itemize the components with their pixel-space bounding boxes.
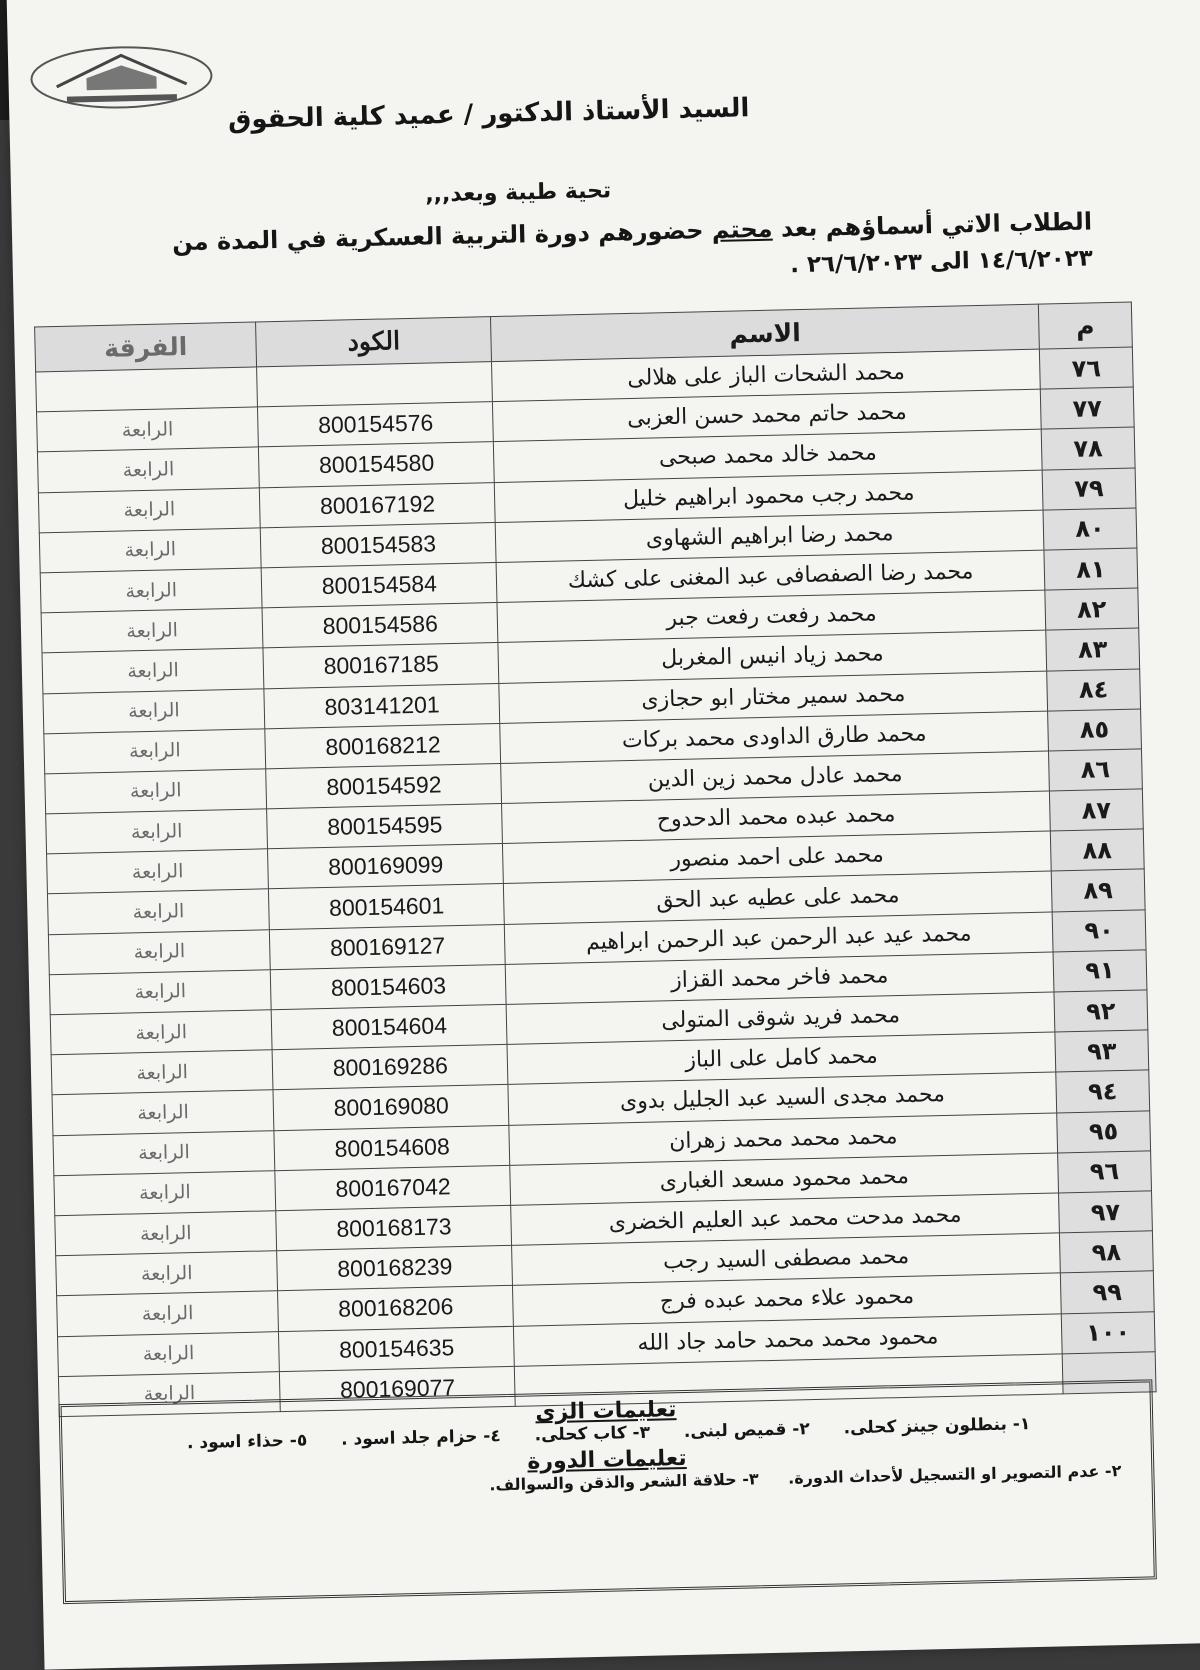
student-level: الرابعة — [47, 849, 269, 894]
header-name: الاسم — [491, 304, 1039, 361]
row-number: ٩٦ — [1058, 1151, 1152, 1193]
dress-item: ٣- كاب كحلى. — [534, 1422, 651, 1446]
row-number: ٩٣ — [1055, 1030, 1149, 1072]
dress-item: ٢- قميص لبنى. — [683, 1419, 810, 1442]
student-level: الرابعة — [58, 1331, 280, 1376]
student-name: محمد محمود مسعد الغبارى — [510, 1153, 1058, 1206]
student-code: 800154576 — [258, 402, 494, 448]
row-number: ٨٧ — [1049, 789, 1143, 831]
student-level: الرابعة — [37, 447, 259, 492]
student-name: محمد حاتم محمد حسن العزبى — [493, 389, 1041, 442]
student-name: محمد محمد محمد زهران — [509, 1113, 1057, 1166]
student-level: الرابعة — [42, 648, 264, 693]
student-name: محمد رفعت رفعت جبر — [497, 590, 1045, 643]
dress-item: ٥- حذاء اسود . — [186, 1430, 308, 1454]
student-level: الرابعة — [49, 970, 271, 1015]
student-code: 800154608 — [274, 1125, 510, 1171]
table-body — [36, 347, 1156, 1416]
intro-underlined: محتم — [711, 214, 773, 245]
student-name: محمد زياد انيس المغربل — [498, 630, 1046, 683]
student-code: 800154603 — [270, 964, 506, 1010]
student-code: 800154604 — [271, 1004, 507, 1050]
student-name: محمد كامل على الباز — [507, 1032, 1055, 1085]
course-instructions-title: تعليمات الدورة — [527, 1445, 687, 1475]
student-code: 800167192 — [260, 482, 496, 528]
student-name: محمد عادل محمد زين الدين — [501, 751, 1049, 804]
student-level: الرابعة — [56, 1251, 278, 1296]
student-level: الرابعة — [44, 729, 266, 774]
document-page — [6, 0, 1200, 1670]
row-number: ١٠٠ — [1061, 1311, 1155, 1353]
student-name: محمد سمير مختار ابو حجازى — [499, 671, 1047, 724]
student-code: 800168206 — [278, 1286, 514, 1332]
row-number: ٧٧ — [1040, 387, 1134, 429]
student-name: محمد خالد محمد صبحى — [494, 430, 1042, 483]
student-name: محمد رجب محمود ابراهيم خليل — [495, 470, 1043, 523]
row-number: ٩٩ — [1060, 1271, 1154, 1313]
student-name: محمد فريد شوقى المتولى — [507, 992, 1055, 1045]
student-code: 800169286 — [272, 1045, 508, 1091]
faculty-logo — [26, 35, 218, 119]
row-number: ٨٥ — [1047, 709, 1141, 751]
intro-end: حضورهم دورة التربية العسكرية في المدة من — [171, 216, 713, 257]
student-name: محمود محمد محمد حامد جاد الله — [514, 1313, 1062, 1366]
row-number: ٩٥ — [1057, 1110, 1151, 1152]
row-number: ٨٩ — [1051, 869, 1145, 911]
addressee: السيد الأستاذ الدكتور / عميد كلية الحقوق — [227, 93, 750, 135]
row-number: ٩٠ — [1052, 910, 1146, 952]
row-number: ٧٦ — [1039, 347, 1133, 389]
student-level: الرابعة — [40, 568, 262, 613]
header-no: م — [1038, 302, 1132, 349]
row-number: ٨٤ — [1047, 668, 1141, 710]
student-code: 800168239 — [277, 1245, 513, 1291]
students-table — [34, 302, 1156, 1418]
student-code: 800168173 — [276, 1205, 512, 1251]
dress-item: ١- بنطلون جينز كحلى. — [843, 1414, 1031, 1439]
row-number: ٨٢ — [1045, 588, 1139, 630]
student-name: محمد رضا الصفصافى عبد المغنى على كشك — [497, 550, 1045, 603]
row-number: ٩٧ — [1058, 1191, 1152, 1233]
student-code: 803141201 — [264, 683, 500, 729]
student-level: الرابعة — [55, 1211, 277, 1256]
instructions-box — [59, 1379, 1157, 1604]
student-code: 800154583 — [260, 522, 496, 568]
row-number: ٧٩ — [1042, 468, 1136, 510]
dress-instructions-title: تعليمات الزى — [535, 1397, 677, 1426]
row-number: ٨٠ — [1043, 508, 1137, 550]
student-code: 800169080 — [273, 1085, 509, 1131]
student-name: محمد على عطيه عبد الحق — [504, 871, 1052, 924]
student-level: الرابعة — [43, 688, 265, 733]
student-level: الرابعة — [41, 608, 263, 653]
header-code: الكود — [256, 317, 492, 367]
student-code: 800169127 — [270, 924, 506, 970]
intro-start: الطلاب الاتي أسماؤهم بعد — [772, 207, 1093, 243]
row-number: ٨١ — [1044, 548, 1138, 590]
student-name: محمد مجدى السيد عبد الجليل بدوى — [508, 1072, 1056, 1125]
student-level: الرابعة — [53, 1130, 275, 1175]
student-name: محمد فاخر محمد القزاز — [506, 952, 1054, 1005]
row-number: ٨٦ — [1048, 749, 1142, 791]
course-item: ٢- عدم التصوير او التسجيل لأحداث الدورة. — [787, 1461, 1122, 1488]
student-name: محمد طارق الداودى محمد بركات — [500, 711, 1048, 764]
student-code: 800167042 — [275, 1165, 511, 1211]
dress-item: ٤- حزام جلد اسود . — [340, 1426, 501, 1450]
student-level: الرابعة — [57, 1291, 279, 1336]
row-number: ٩٨ — [1059, 1231, 1153, 1273]
student-name: محمد عبده محمد الدحدوح — [502, 791, 1050, 844]
student-level: الرابعة — [54, 1170, 276, 1215]
row-number: ٩١ — [1053, 950, 1147, 992]
student-code: 800154586 — [262, 603, 498, 649]
student-name: محمد عيد عبد الرحمن عبد الرحمن ابراهيم — [505, 912, 1053, 965]
student-level — [36, 367, 258, 412]
period-line: ١٤/٦/٢٠٢٣ الى ٢٦/٦/٢٠٢٣ . — [789, 245, 1094, 279]
student-code: 800154584 — [261, 562, 497, 608]
student-name: محمد الشحات الباز على هلالى — [492, 349, 1040, 402]
student-name: محمد على احمد منصور — [503, 831, 1051, 884]
student-level: الرابعة — [38, 487, 260, 532]
row-number: ٨٣ — [1046, 628, 1140, 670]
student-code: 800154635 — [279, 1326, 515, 1372]
student-code: 800154601 — [269, 884, 505, 930]
row-number: ٩٤ — [1056, 1070, 1150, 1112]
student-name: محمد مدحت محمد عبد العليم الخضرى — [511, 1193, 1059, 1246]
student-code: 800154592 — [266, 763, 502, 809]
student-code: 800154580 — [259, 442, 495, 488]
student-code: 800169077 — [280, 1366, 516, 1412]
greeting: تحية طيبة وبعد,,, — [425, 178, 612, 208]
student-level: الرابعة — [37, 407, 259, 452]
student-level: الرابعة — [50, 1010, 272, 1055]
student-name: محمود علاء محمد عبده فرج — [513, 1273, 1061, 1326]
student-level: الرابعة — [52, 1090, 274, 1135]
student-code: 800154595 — [267, 804, 503, 850]
student-level: الرابعة — [51, 1050, 273, 1095]
student-code: 800167185 — [263, 643, 499, 689]
row-number: ٧٨ — [1041, 427, 1135, 469]
row-number: ٨٨ — [1050, 829, 1144, 871]
student-name: محمد رضا ابراهيم الشهاوى — [496, 510, 1044, 563]
student-level: الرابعة — [45, 769, 267, 814]
row-number: ٩٢ — [1054, 990, 1148, 1032]
student-level: الرابعة — [48, 929, 270, 974]
student-code: 800169099 — [268, 844, 504, 890]
student-level: الرابعة — [39, 528, 261, 573]
student-name: محمد مصطفى السيد رجب — [512, 1233, 1060, 1286]
student-code — [257, 362, 493, 408]
student-level: الرابعة — [46, 809, 268, 854]
header-level: الفرقة — [35, 322, 257, 372]
course-item: ٣- حلاقة الشعر والذقن والسوالف. — [489, 1469, 759, 1495]
student-level: الرابعة — [47, 889, 269, 934]
student-code: 800168212 — [265, 723, 501, 769]
student-level: الرابعة — [58, 1371, 280, 1416]
